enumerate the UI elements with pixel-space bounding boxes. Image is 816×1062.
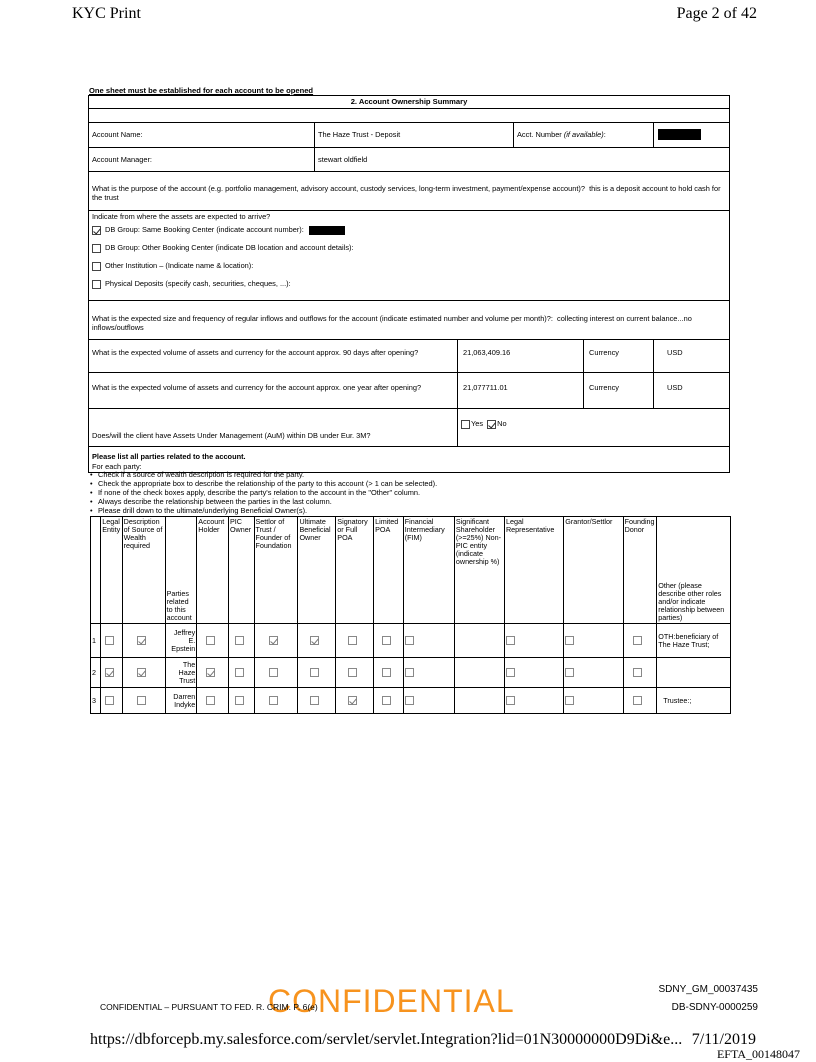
checkbox-icon[interactable] <box>633 636 642 645</box>
account-manager-label: Account Manager: <box>92 155 152 164</box>
checkbox-icon[interactable] <box>105 668 114 677</box>
checkbox-icon[interactable] <box>92 226 101 235</box>
assets-origin-question: Indicate from where the assets are expected to arrive? <box>92 212 271 221</box>
purpose-answer: this is a deposit account to hold cash for the trust <box>92 184 721 202</box>
party-other: Trustee:; <box>657 688 731 714</box>
checkbox-icon[interactable] <box>348 696 357 705</box>
section-title: 2. Account Ownership Summary <box>350 97 468 106</box>
account-name-value: The Haze Trust - Deposit <box>318 130 401 139</box>
checkbox-icon[interactable] <box>348 668 357 677</box>
checkbox-icon[interactable] <box>269 668 278 677</box>
volume-1y-value: 21,077711.01 <box>463 383 508 392</box>
col-fim: Financial Intermediary (FIM) <box>403 517 454 624</box>
volume-90-value: 21,063,409.16 <box>463 348 511 357</box>
checkbox-icon[interactable] <box>105 696 114 705</box>
checkbox-icon[interactable] <box>310 636 319 645</box>
volume-1y-currency-label: Currency <box>589 383 619 392</box>
col-limited-poa: Limited POA <box>374 517 404 624</box>
checkbox-icon[interactable] <box>405 668 414 677</box>
checkbox-icon[interactable] <box>565 636 574 645</box>
col-grantor: Grantor/Settlor <box>564 517 623 624</box>
checkbox-icon[interactable] <box>105 636 114 645</box>
efta-number: EFTA_00148047 <box>716 1047 800 1061</box>
bates-number-2: DB-SDNY-0000259 <box>671 1002 758 1013</box>
col-source-of-wealth: Description of Source of Wealth required <box>122 517 165 624</box>
volume-90-currency: USD <box>667 348 683 357</box>
col-founding-donor: Founding Donor <box>623 517 657 624</box>
flows-question: What is the expected size and frequency of regular inflows and outflows for the account (indicate estimated number and volume per month)?: collecting interest on current balance...no inflows/outflows <box>92 314 692 332</box>
parties-heading: Please list all parties related to the account. <box>92 452 246 461</box>
party-name: The Haze Trust <box>165 658 197 688</box>
checkbox-icon[interactable] <box>235 636 244 645</box>
table-row: 1 Jeffrey E. Epstein OTH:beneficiary of The Haze Trust; <box>91 624 731 658</box>
parties-header-row <box>91 517 731 624</box>
table-row: 2 The Haze Trust <box>91 658 731 688</box>
volume-1y-question: What is the expected volume of assets and currency for the account approx. one year after opening? <box>92 383 422 392</box>
aum-question: Does/will the client have Assets Under Management (AuM) within DB under Eur. 3M? <box>92 431 371 440</box>
col-ubo: Ultimate Beneficial Owner <box>298 517 336 624</box>
col-legal-entity: Legal Entity <box>101 517 122 624</box>
checkbox-icon[interactable] <box>92 280 101 289</box>
checkbox-icon[interactable] <box>405 696 414 705</box>
account-name-label: Account Name: <box>92 130 143 139</box>
volume-1y-currency: USD <box>667 383 683 392</box>
checkbox-icon[interactable] <box>506 696 515 705</box>
volume-90-question: What is the expected volume of assets and currency for the account approx. 90 days after opening? <box>92 348 419 357</box>
bates-number-1: SDNY_GM_00037435 <box>658 984 758 995</box>
checkbox-icon[interactable] <box>565 668 574 677</box>
checkbox-icon[interactable] <box>382 696 391 705</box>
party-other: OTH:beneficiary of The Haze Trust; <box>657 624 731 658</box>
purpose-question: What is the purpose of the account (e.g. portfolio management, advisory account, custody services, long-term investment, payment/expense account)? this is a deposit account to hold cash for the trust <box>92 184 721 202</box>
account-number-label: Acct. Number (if available): <box>517 130 606 139</box>
checkbox-icon[interactable] <box>506 668 515 677</box>
col-parties: Parties related to this account <box>165 517 197 624</box>
assets-option-physical: Physical Deposits (specify cash, securities, cheques, ...): <box>92 279 291 289</box>
checkbox-icon[interactable] <box>92 244 101 253</box>
col-settlor: Settlor of Trust / Founder of Foundation <box>254 517 298 624</box>
confidential-stamp: CONFIDENTIAL <box>268 983 515 1019</box>
parties-for-each: For each party: <box>92 462 142 471</box>
checkbox-icon[interactable] <box>348 636 357 645</box>
checkbox-icon[interactable] <box>206 636 215 645</box>
checkbox-icon[interactable] <box>92 262 101 271</box>
intro-note: One sheet must be established for each account to be opened <box>89 86 314 95</box>
print-url: https://dbforcepb.my.salesforce.com/servlet/servlet.Integration?lid=01N30000000D9Di&e... <box>90 1031 683 1048</box>
party-name: Darren Indyke <box>165 688 197 714</box>
confidential-notice: CONFIDENTIAL – PURSUANT TO FED. R. CRIM. P. 6(e) <box>100 1002 318 1012</box>
checkbox-icon[interactable] <box>137 696 146 705</box>
checkbox-icon[interactable] <box>382 668 391 677</box>
col-account-holder: Account Holder <box>197 517 229 624</box>
page-number: Page 2 of 42 <box>676 5 757 22</box>
checkbox-icon[interactable] <box>633 668 642 677</box>
assets-option-other-booking: DB Group: Other Booking Center (indicate DB location and account details): <box>92 243 354 253</box>
print-date: 7/11/2019 <box>691 1031 756 1048</box>
checkbox-icon[interactable] <box>506 636 515 645</box>
party-other <box>657 658 731 688</box>
assets-option-same-booking: DB Group: Same Booking Center (indicate account number): <box>92 225 345 235</box>
checkbox-icon[interactable] <box>310 668 319 677</box>
checkbox-icon[interactable] <box>206 668 215 677</box>
checkbox-icon[interactable] <box>310 696 319 705</box>
col-other: Other (please describe other roles and/or indicate relationship between parties) <box>657 517 731 624</box>
assets-option-other-institution: Other Institution – (Indicate name & location): <box>92 261 253 271</box>
checkbox-icon[interactable] <box>565 696 574 705</box>
table-row: 3 Darren Indyke Trustee:; <box>91 688 731 714</box>
checkbox-icon[interactable] <box>405 636 414 645</box>
checkbox-icon[interactable] <box>206 696 215 705</box>
checkbox-icon[interactable] <box>269 696 278 705</box>
checkbox-icon[interactable] <box>235 696 244 705</box>
account-summary-form <box>88 95 730 473</box>
checkbox-icon[interactable] <box>269 636 278 645</box>
redacted-source-account <box>309 226 345 235</box>
parties-instructions: • Check if a source of wealth description is required for the party. • Check the appropriate box to describe the relationship of the party to this account (> 1 can be selected). • If none of the check boxes apply, describe the party's relation to the account in the "Other" column. • Always describe the relationship between the parties in the last column. • Please drill down to the ultimate/underlying Beneficial Owner(s). <box>90 470 730 515</box>
aum-answer: Yes No <box>461 419 507 429</box>
col-legal-rep: Legal Representative <box>504 517 563 624</box>
flows-answer: collecting interest on current balance...no inflows/outflows <box>92 314 692 332</box>
party-name: Jeffrey E. Epstein <box>165 624 197 658</box>
print-header-title: KYC Print <box>72 5 141 22</box>
col-signatory: Signatory or Full POA <box>336 517 374 624</box>
checkbox-icon[interactable] <box>633 696 642 705</box>
checkbox-icon[interactable] <box>382 636 391 645</box>
checkbox-icon[interactable] <box>137 668 146 677</box>
col-pic-owner: PIC Owner <box>228 517 254 624</box>
parties-table <box>90 516 731 714</box>
account-manager-value: stewart oldfield <box>318 155 368 164</box>
col-shareholder: Significant Shareholder (>=25%) Non-PIC entity (indicate ownership %) <box>454 517 504 624</box>
redacted-account-number <box>658 129 701 140</box>
volume-90-currency-label: Currency <box>589 348 619 357</box>
no-checkbox-icon[interactable] <box>487 420 496 429</box>
checkbox-icon[interactable] <box>137 636 146 645</box>
checkbox-icon[interactable] <box>235 668 244 677</box>
yes-checkbox-icon[interactable] <box>461 420 470 429</box>
